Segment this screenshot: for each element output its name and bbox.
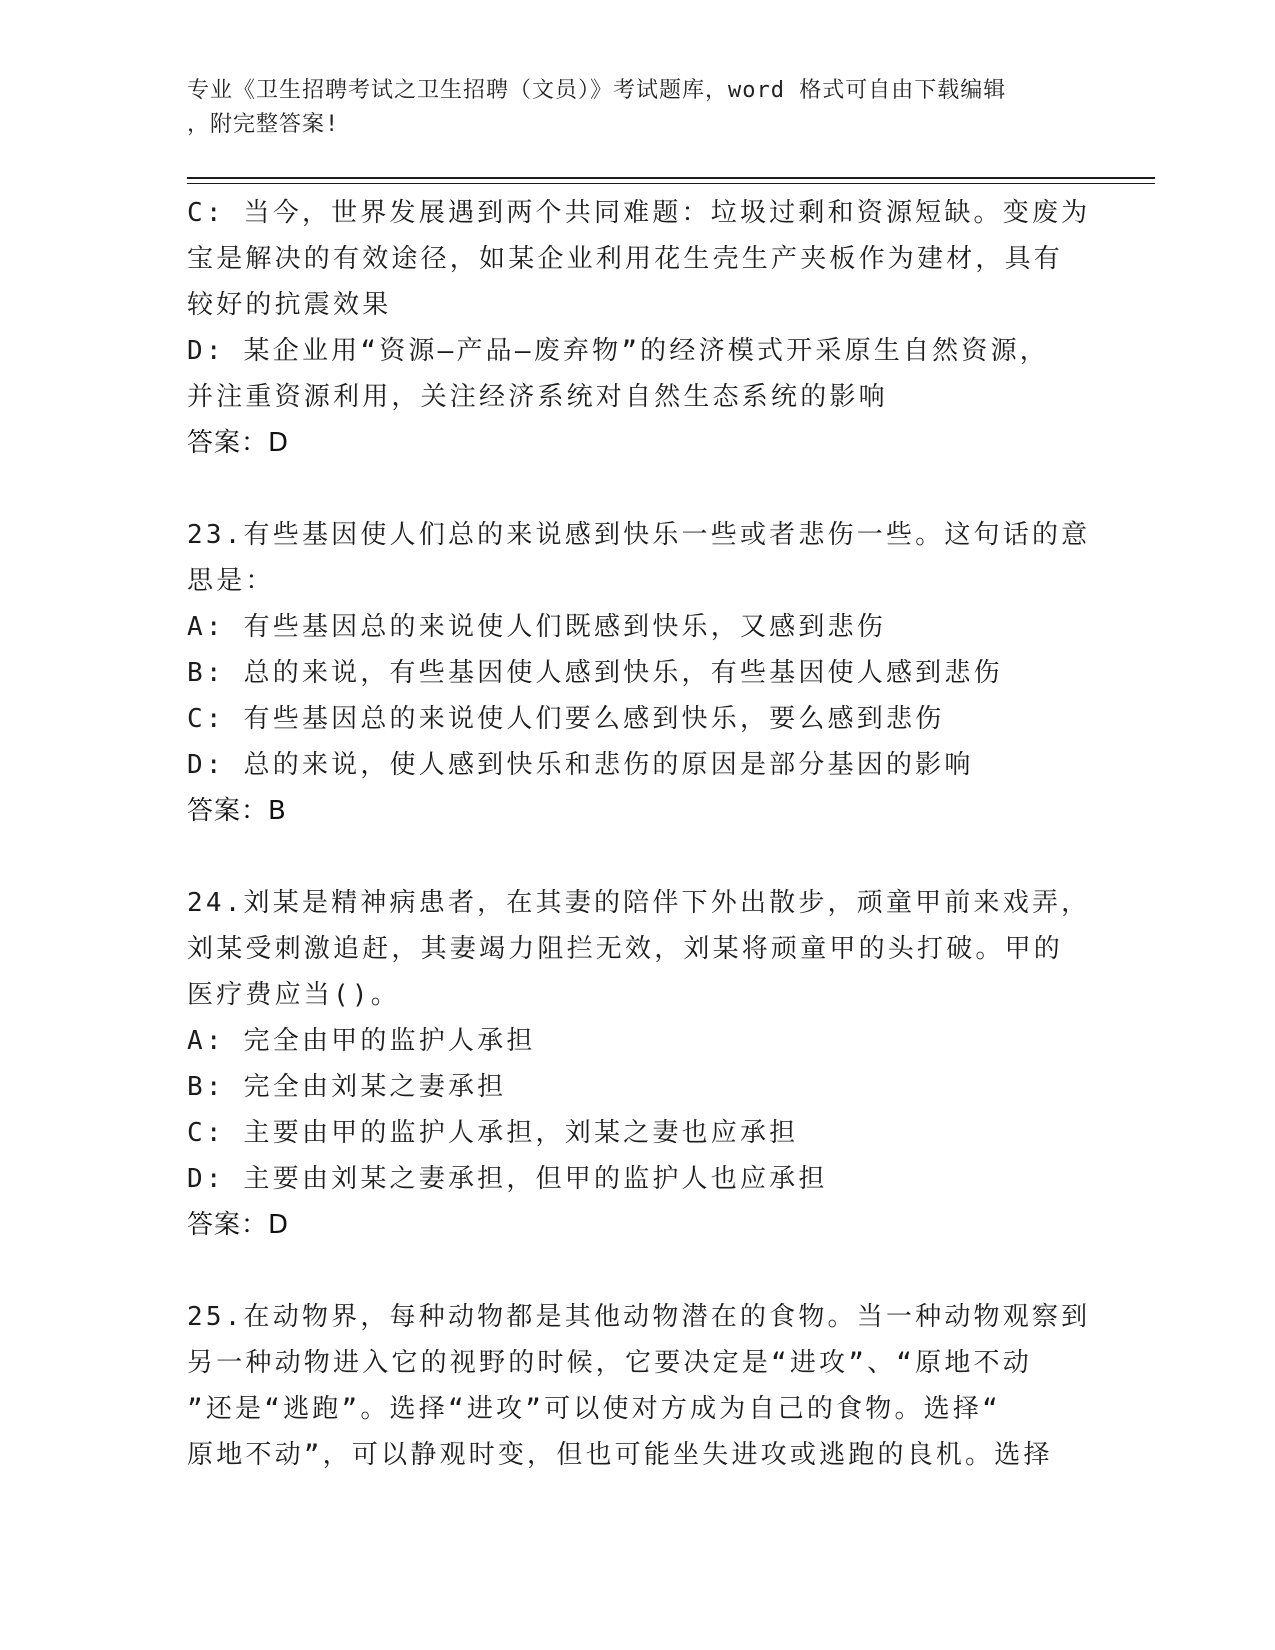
option-d: D: 总的来说，使人感到快乐和悲伤的原因是部分基因的影响 (187, 750, 974, 780)
question-stem: 23.有些基因使人们总的来说感到快乐一些或者悲伤一些。这句话的意 (187, 520, 1091, 550)
question-25 (187, 1294, 1091, 1478)
option-a: A: 完全由甲的监护人承担 (187, 1026, 536, 1056)
question-stem: 医疗费应当()。 (187, 980, 400, 1010)
question-stem: 思是： (187, 566, 275, 596)
question-stem: ”还是“逃跑”。选择“进攻”可以使对方成为自己的食物。选择“ (187, 1394, 1001, 1424)
question-spacer (187, 1248, 1077, 1294)
option-c-line: 较好的抗震效果 (187, 290, 392, 320)
option-c-line: C: 当今，世界发展遇到两个共同难题：垃圾过剩和资源短缺。变废为 (187, 198, 1091, 228)
header-line-2: ，附完整答案! (187, 112, 340, 137)
question-24 (187, 880, 1091, 1248)
question-23 (187, 512, 1091, 834)
question-stem: 24.刘某是精神病患者，在其妻的陪伴下外出散步，顽童甲前来戏弄， (187, 888, 1091, 918)
answer-line: 答案：D (187, 1210, 290, 1240)
question-spacer (187, 466, 1077, 512)
question-stem: 另一种动物进入它的视野的时候，它要决定是“进攻”、“原地不动 (187, 1348, 1032, 1378)
question-spacer (187, 834, 1077, 880)
option-d: D: 主要由刘某之妻承担，但甲的监护人也应承担 (187, 1164, 828, 1194)
question-stem: 刘某受刺激追赶，其妻竭力阻拦无效，刘某将顽童甲的头打破。甲的 (187, 934, 1064, 964)
header-line-1: 专业《卫生招聘考试之卫生招聘（文员）》考试题库，word 格式可自由下载编辑 (187, 78, 1007, 103)
option-b: B: 总的来说，有些基因使人感到快乐，有些基因使人感到悲伤 (187, 658, 1003, 688)
document-header (187, 74, 1077, 142)
header-divider-thin (187, 183, 1155, 184)
answer-line: 答案：D (187, 428, 290, 458)
option-c: C: 主要由甲的监护人承担，刘某之妻也应承担 (187, 1118, 799, 1148)
header-divider-thick (187, 177, 1155, 179)
question-stem: 原地不动”，可以静观时变，但也可能坐失进攻或逃跑的良机。选择 (187, 1440, 1053, 1470)
option-d-line: D: 某企业用“资源—产品—废弃物”的经济模式开采原生自然资源， (187, 336, 1049, 366)
option-d-line: 并注重资源利用，关注经济系统对自然生态系统的影响 (187, 382, 888, 412)
document-body (187, 190, 1091, 1478)
question-22-tail (187, 190, 1091, 466)
answer-line: 答案：B (187, 796, 287, 826)
option-c-line: 宝是解决的有效途径，如某企业利用花生壳生产夹板作为建材，具有 (187, 244, 1064, 274)
question-stem: 25.在动物界，每种动物都是其他动物潜在的食物。当一种动物观察到 (187, 1302, 1091, 1332)
option-b: B: 完全由刘某之妻承担 (187, 1072, 507, 1102)
option-c: C: 有些基因总的来说使人们要么感到快乐，要么感到悲伤 (187, 704, 945, 734)
option-a: A: 有些基因总的来说使人们既感到快乐，又感到悲伤 (187, 612, 886, 642)
